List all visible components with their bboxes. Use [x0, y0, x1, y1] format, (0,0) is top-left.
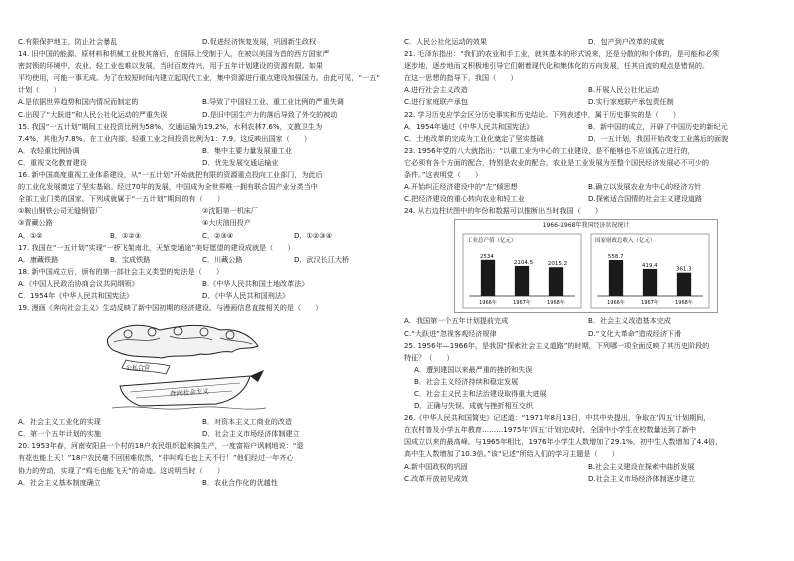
category-label: 1966年: [607, 300, 625, 307]
option: A．农轻重比例协调: [18, 145, 80, 155]
option: C．第一个五年计划的实施: [18, 429, 101, 439]
cartoon-drawing: [100, 316, 270, 414]
question-text: 国成立以来的最高峰。与1965年相比，1976年小学生人数增加了29.1%，初中生人数增加了4.4倍，: [404, 437, 723, 447]
question-text: 25. 1956年—1966年，是我国“探索社会主义道路”的时期，下列哪一项全面反映了其历史阶段的: [404, 340, 710, 350]
option: A.是依据世界趋势和国内情况而制定的: [18, 97, 139, 107]
question-14: [18, 48, 386, 121]
question-18: [18, 266, 386, 302]
option: A．社会主义基本制度确立: [18, 477, 101, 487]
left-column: [18, 36, 386, 489]
question-19: [18, 302, 386, 440]
bar-value-label: 2015.2: [547, 261, 568, 268]
list-item: ①鞍山钢铁公司无缝钢管厂: [18, 206, 103, 216]
bar-value-label: 361.3: [675, 267, 692, 274]
question-23: [404, 145, 772, 205]
option: C．社会主义民主和法治建设取得重大进展: [414, 388, 547, 398]
bar: [609, 260, 623, 296]
option: D．正确与失误、成就与挫折相互交织: [414, 401, 533, 411]
option: D．武汉长江大桥: [294, 254, 350, 264]
option: A.开始纠正经济建设中的“左”倾思想: [404, 182, 518, 192]
question-26: [404, 412, 772, 485]
option: B.开展人民公社化运动: [588, 85, 659, 95]
category-label: 1967年: [513, 300, 531, 307]
question-text: 高中生人数增加了10.3倍。”该“记述”所给人们的学习主题是（ ）: [404, 449, 619, 459]
bar-value-label: 419.4: [641, 263, 658, 270]
question-text: 有花也能上天！”18户农民毫不回困难依然，“非叫鸡毛也上天不行！”他们经过一年齐心: [18, 453, 294, 463]
question-20: [18, 440, 386, 488]
option: C.进行家庭联产承包: [404, 97, 468, 107]
option: B.社会主义建设在探索中曲折发展: [588, 461, 695, 471]
bar: [643, 269, 657, 296]
option: B．①②③: [110, 230, 142, 240]
option: A.《中国人民政治协商会议共同纲领》: [18, 278, 139, 288]
question-text: 平均使用，可能一事无成。为了在较短时间内建立起现代工业，集中资源进行重点建设加强国力。由此可见，“一五”: [18, 73, 381, 83]
economy-chart: [454, 219, 718, 313]
option: B.确立以发展农业为中心的经济方针: [588, 182, 702, 192]
bar-value-label: 2534: [479, 254, 494, 261]
option: B．新中国的成立，开辟了中国历史的新纪元: [588, 121, 728, 131]
option: A．康藏铁路: [18, 254, 59, 264]
question-text: 全部工业门类的国家。下列成就属于“一五计划”期间的有（ ）: [18, 194, 224, 204]
option: B.导致了中国轻工业、重工业比例的严重失调: [202, 97, 344, 107]
option: C.把经济建设的重心转向农业和轻工业: [404, 194, 525, 204]
question-text: 26.《中华人民共和国简史》记述道：“1971年8月13日，中共中央提出，争取在‘四五’计划期间，: [404, 413, 711, 423]
chart-panel-title: 国家财政总收入（亿元）: [595, 238, 656, 245]
option: D．优先发展交通运输业: [202, 157, 279, 167]
option: D．一五计划，我国开始改变工业落后的面貌: [588, 133, 729, 143]
question-text: 它必须有各个方面的配合，特别是农业的配合，农业是工业发展为至整个国民经济发展必不可少的: [404, 157, 710, 167]
question-text: 16. 新中国高度重视工业体系建设，从“一五计划”开始就把有限的资源重点投向工业部门，为此后: [18, 170, 323, 180]
question-text: 22. 学习历史应学会区分历史事实和历史结论。下列表述中，属于历史事实的是（ ）: [404, 109, 681, 119]
bar: [677, 273, 691, 296]
option: A.新中国政权的巩固: [404, 461, 468, 471]
option: B．宝成铁路: [110, 254, 151, 264]
question-22: [404, 109, 772, 145]
category-label: 1968年: [675, 300, 693, 307]
question-text: 7.4%，其他为7.8%。在工业内部，轻重工业之间投资比例为1：7.9。这反映出国家（ ）: [18, 133, 312, 143]
option: D．《中华人民共和国刑法》: [202, 290, 290, 300]
question-text: 在这一思想的指导下，我国（ ）: [404, 73, 518, 83]
question-text: 21. 毛泽东指出：“我们的农业和手工业，就其基本的形式说来，还是分散的和个体的，是可能和必须: [404, 49, 720, 59]
list-item: ②沈阳第一机床厂: [202, 206, 259, 216]
option: A．1954年通过《中华人民共和国宪法》: [404, 121, 534, 131]
question-17: [18, 242, 386, 266]
question-text: 逐步地，逐步地而又积极地引导它们朝着现代化和集体化的方向发展，任其自流的观点是错误的。: [404, 61, 710, 71]
option: B.《中华人民共和国土地改革法》: [202, 278, 309, 288]
option: D.“文化大革命”造成经济下滑: [588, 328, 682, 338]
option: D.社会主义市场经济体制逐步建立: [588, 473, 696, 483]
option: A．遭到建国以来最严重的挫折和失误: [414, 364, 533, 374]
bar: [515, 266, 529, 296]
question-text: 条件。”这表明党（ ）: [404, 170, 483, 180]
option: D．①②③④: [294, 230, 332, 240]
question-text: 14. 旧中国的能源、原材料和机械工业极其落后，在国际上受制于人，在被以美国为首的西方国家严: [18, 49, 330, 59]
option: C.有限保护地主，防止社会暴乱: [18, 37, 118, 46]
option: D.促进经济恢复发展，巩固新生政权: [202, 37, 317, 46]
option: D.探索适合国情的社会主义建设道路: [588, 194, 703, 204]
question-text: 24. 从右边柱状图中的年份和数据可以推断出当时我国（ ）: [404, 206, 602, 216]
chart-panel-title: 工业总产值（亿元）: [467, 238, 517, 245]
option: A．社会主义工业化的实现: [18, 417, 101, 427]
question-15: [18, 121, 386, 169]
bar-value-label: 558.7: [607, 254, 624, 261]
q13-options: [18, 36, 386, 48]
option: C．人民公社化运动的效果: [404, 37, 487, 46]
option: D.是旧中国生产力的落后导致了外交的被动: [202, 109, 338, 119]
option: C．②③④: [202, 230, 234, 240]
question-text: 协力的劳动，实现了“鸡毛也能飞天”的奇迹。这说明当时（ ）: [18, 465, 224, 475]
question-text: 19. 漫画《奔向社会主义》生动反映了新中国初期的经济建设。与漫画信息直接相关的是（ ）: [18, 303, 323, 313]
question-25: [404, 340, 772, 413]
bar: [549, 268, 563, 297]
option: B．社会主义经济持续和稳定发展: [414, 376, 519, 386]
question-21: [404, 48, 772, 108]
option: B．集中主要力量发展重工业: [202, 145, 292, 155]
option: C.改革开放初见成效: [404, 473, 468, 483]
bar-value-label: 2104.5: [513, 260, 534, 267]
question-text: 特征？（ ）: [404, 352, 454, 362]
chart-title: 1966-1968年我国经济状况统计: [542, 222, 630, 230]
cartoon-label-2: 奔向社会主义: [169, 387, 210, 399]
question-text: 23. 1956年党的八大就指出：“以重工业为中心的工业建设，是不能够也不应该孤立进行的，: [404, 145, 695, 155]
question-text: 密封锁的环境中，农业、轻工业也难以发展，当时百废待兴，用于五年计划建设的资源有限。如果: [18, 61, 324, 71]
cartoon-image: [100, 316, 270, 414]
option: B．对资本主义工商业的改造: [202, 417, 292, 427]
option: D．社会主义市场经济体制建立: [202, 429, 300, 439]
question-text: 的工业化发展奠定了坚实基础。经过70年的发展，中国成为全世界唯一拥有联合国产业分类当中: [18, 182, 318, 192]
question-text: 15. 我国“一五计划”期间工业投资比例为58%，交通运输为19.2%，水利农林7.6%，文教卫生为: [18, 121, 323, 131]
option: B．社会主义改造基本完成: [588, 316, 671, 326]
option: A.进行社会主义改造: [404, 85, 468, 95]
option: C．1954年《中华人民共和国宪法》: [18, 290, 134, 300]
option: A．①②: [18, 230, 43, 240]
option: A．我国第一个五年计划提前完成: [404, 316, 509, 326]
list-item: ③青藏公路: [18, 218, 53, 228]
cartoon-label-1: 公私合营: [126, 365, 151, 373]
category-label: 1968年: [547, 300, 565, 307]
category-label: 1967年: [641, 300, 659, 307]
option: B．农业合作化的优越性: [202, 477, 278, 487]
q20-options-cont: [404, 36, 772, 48]
option: C．重视文化教育建设: [18, 157, 87, 167]
question-text: 20. 1953年春，河南安阳县一个村的18户农民组织起来搞生产，一度富裕户讽刺地说：“退: [18, 441, 304, 451]
right-column: [404, 36, 772, 485]
list-item: ④大庆油田投产: [202, 218, 251, 228]
option: C.“大跃进”忽视客观经济规律: [404, 328, 497, 338]
question-text: 18. 新中国成立后，颁布的第一部社会主义类型的宪法是（ ）: [18, 266, 224, 276]
option: C．土地改革的完成为工业化奠定了坚实基础: [404, 133, 544, 143]
option: C．川藏公路: [202, 254, 243, 264]
bar: [481, 260, 495, 296]
question-text: 计划（ ）: [18, 85, 61, 95]
chart-svg: [455, 220, 717, 312]
option: D．包产到户改革的成就: [588, 37, 665, 46]
question-text: 17. 我国在“一五计划”实现“一桥飞架南北，天堑变通途”美好愿望的建设成就是（ ）: [18, 242, 295, 252]
question-24: [404, 205, 772, 339]
option: D.实行家庭联产承包责任制: [588, 97, 674, 107]
question-16: [18, 169, 386, 242]
category-label: 1966年: [479, 300, 497, 307]
option: C.出现了“大跃进”和人民公社化运动的严重失误: [18, 109, 168, 119]
question-text: 在农村普及小学五年教育………1975年‘四五’计划完成时，全国中小学生在校数量达到了新中: [404, 425, 697, 435]
